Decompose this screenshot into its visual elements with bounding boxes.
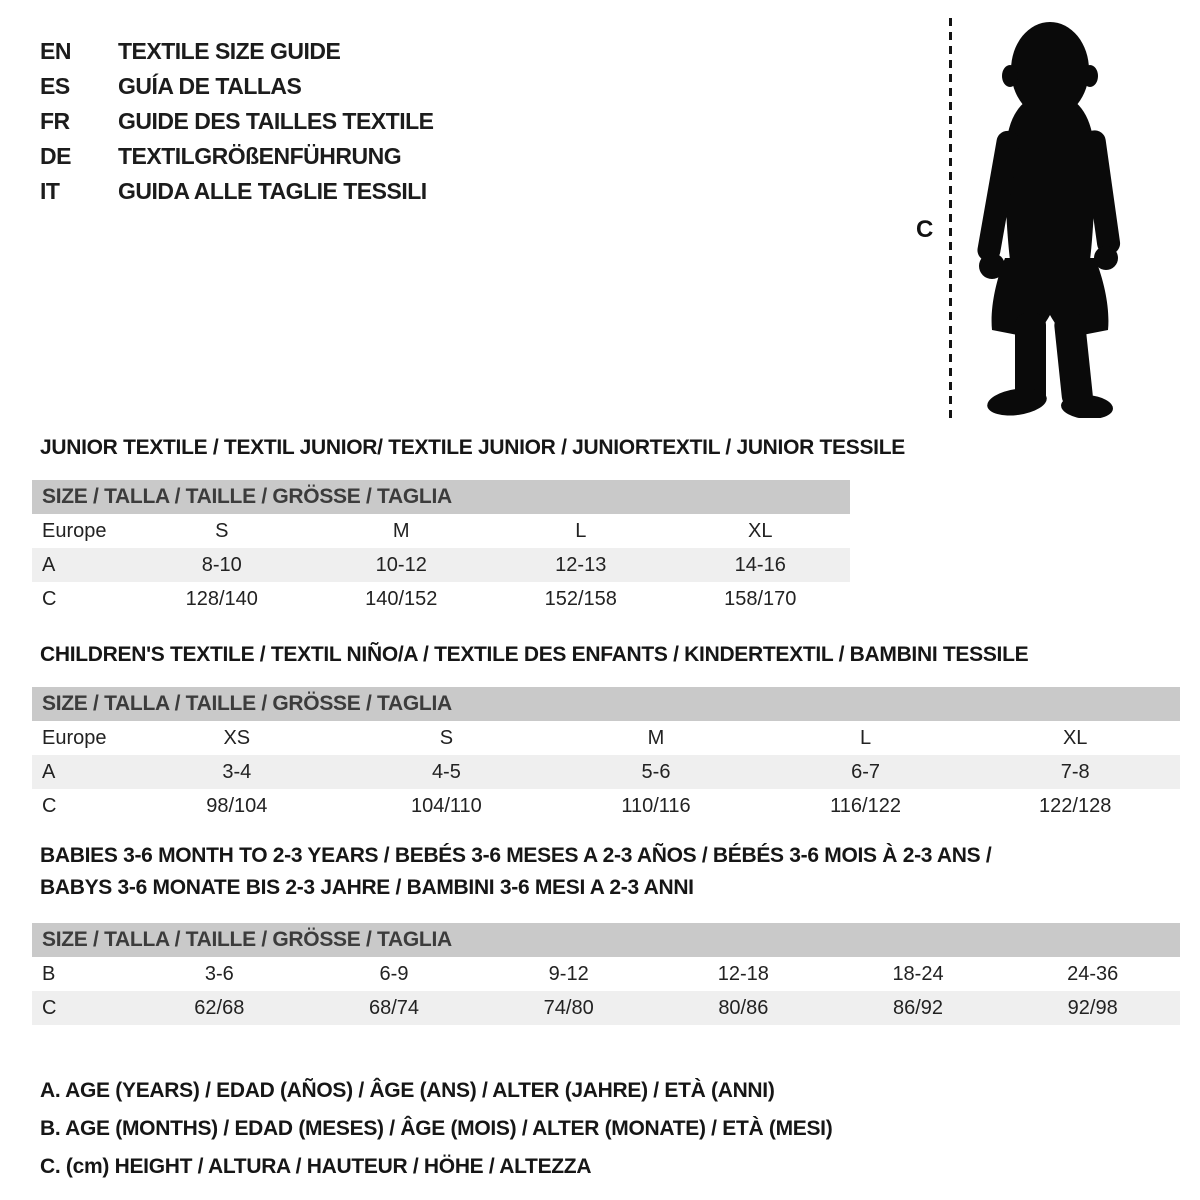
height-cell: 152/158: [544, 587, 617, 610]
language-code: FR: [40, 108, 70, 134]
age-cell: 5-6: [641, 760, 671, 783]
language-code: DE: [40, 143, 71, 169]
size-cell: M: [647, 726, 665, 749]
height-cell: 98/104: [206, 794, 268, 817]
age-cell: 10-12: [375, 553, 427, 576]
row-label: C: [42, 996, 57, 1019]
size-cell: S: [215, 519, 229, 542]
baby-height-figure: [900, 14, 1170, 426]
height-cell: 158/170: [724, 587, 797, 610]
babies-section-heading-line1: BABIES 3-6 MONTH TO 2-3 YEARS / BEBÉS 3-6 MESES A 2-3 AÑOS / BÉBÉS 3-6 MOIS À 2-3 ANS /: [40, 844, 992, 867]
age-cell: 6-7: [851, 760, 881, 783]
table-row-height: [32, 789, 1180, 823]
language-row: [40, 139, 434, 174]
row-label: Europe: [42, 519, 107, 542]
height-cell: 80/86: [718, 996, 769, 1019]
guide-title: GUIDE DES TAILLES TEXTILE: [118, 108, 434, 134]
language-row: [40, 69, 434, 104]
table-row-height: [32, 991, 1180, 1025]
size-header-bar: SIZE / TALLA / TAILLE / GRÖSSE / TAGLIA: [32, 480, 850, 514]
months-cell: 18-24: [892, 962, 944, 985]
babies-size-table: [32, 923, 1180, 1025]
measurement-legend: [40, 1072, 832, 1186]
size-cell: M: [392, 519, 410, 542]
row-label: B: [42, 962, 56, 985]
height-cell: 86/92: [892, 996, 944, 1019]
language-code: EN: [40, 38, 71, 64]
guide-title: GUIDA ALLE TAGLIE TESSILI: [118, 178, 427, 204]
months-cell: 3-6: [204, 962, 234, 985]
age-cell: 3-4: [222, 760, 252, 783]
age-cell: 8-10: [201, 553, 242, 576]
size-cell: L: [575, 519, 587, 542]
row-label: Europe: [42, 726, 107, 749]
size-header-bar: SIZE / TALLA / TAILLE / GRÖSSE / TAGLIA: [32, 687, 1180, 721]
legend-age-years: A. AGE (YEARS) / EDAD (AÑOS) / ÂGE (ANS) / ALTER (JAHRE) / ETÀ (ANNI): [40, 1079, 775, 1102]
language-row: [40, 104, 434, 139]
row-label: C: [42, 587, 57, 610]
guide-title: TEXTILGRÖßENFÜHRUNG: [118, 143, 402, 169]
table-row-age: [32, 548, 850, 582]
children-size-table: [32, 687, 1180, 823]
height-measure-label: C: [916, 216, 934, 243]
height-cell: 128/140: [185, 587, 258, 610]
children-section-heading: CHILDREN'S TEXTILE / TEXTIL NIÑO/A / TEXTILE DES ENFANTS / KINDERTEXTIL / BAMBINI TESSILE: [40, 643, 1029, 666]
age-cell: 14-16: [734, 553, 786, 576]
height-cell: 110/116: [621, 794, 691, 817]
height-cell: 122/128: [1039, 794, 1112, 817]
size-header-bar: SIZE / TALLA / TAILLE / GRÖSSE / TAGLIA: [32, 923, 1180, 957]
language-row: [40, 34, 434, 69]
months-cell: 6-9: [379, 962, 409, 985]
size-cell: XL: [748, 519, 773, 542]
legend-height-cm: C. (cm) HEIGHT / ALTURA / HAUTEUR / HÖHE / ALTEZZA: [40, 1155, 592, 1178]
height-cell: 62/68: [194, 996, 245, 1019]
table-row-months: [32, 957, 1180, 991]
months-cell: 9-12: [548, 962, 589, 985]
babies-section-heading-line2: BABYS 3-6 MONATE BIS 2-3 JAHRE / BAMBINI 3-6 MESI A 2-3 ANNI: [40, 876, 694, 899]
language-code: ES: [40, 73, 70, 99]
table-row-europe: [32, 514, 850, 548]
height-cell: 140/152: [365, 587, 438, 610]
height-cell: 68/74: [368, 996, 420, 1019]
age-cell: 12-13: [555, 553, 607, 576]
height-cell: 92/98: [1067, 996, 1118, 1019]
size-cell: XS: [223, 726, 251, 749]
table-row-age: [32, 755, 1180, 789]
months-cell: 12-18: [717, 962, 769, 985]
legend-age-months: B. AGE (MONTHS) / EDAD (MESES) / ÂGE (MOIS) / ALTER (MONATE) / ETÀ (MESI): [40, 1117, 833, 1140]
table-row-height: [32, 582, 850, 616]
height-cell: 116/122: [830, 794, 901, 817]
baby-silhouette-icon: [964, 18, 1136, 418]
months-cell: 24-36: [1067, 962, 1119, 985]
age-cell: 7-8: [1060, 760, 1090, 783]
height-dashed-line: [949, 18, 952, 418]
guide-title: GUÍA DE TALLAS: [118, 73, 302, 99]
height-cell: 74/80: [543, 996, 594, 1019]
size-cell: XL: [1062, 726, 1088, 749]
junior-size-table: [32, 480, 850, 616]
table-row-europe: [32, 721, 1180, 755]
junior-section-heading: JUNIOR TEXTILE / TEXTIL JUNIOR/ TEXTILE JUNIOR / JUNIORTEXTIL / JUNIOR TESSILE: [40, 436, 905, 459]
guide-title: TEXTILE SIZE GUIDE: [118, 38, 341, 64]
size-cell: L: [860, 726, 872, 749]
language-code: IT: [40, 178, 60, 204]
size-cell: S: [439, 726, 454, 749]
row-label: C: [42, 794, 57, 817]
age-cell: 4-5: [431, 760, 461, 783]
row-label: A: [42, 760, 56, 783]
height-cell: 104/110: [410, 794, 482, 817]
language-title-list: [40, 34, 434, 209]
row-label: A: [42, 553, 56, 576]
language-row: [40, 174, 434, 209]
